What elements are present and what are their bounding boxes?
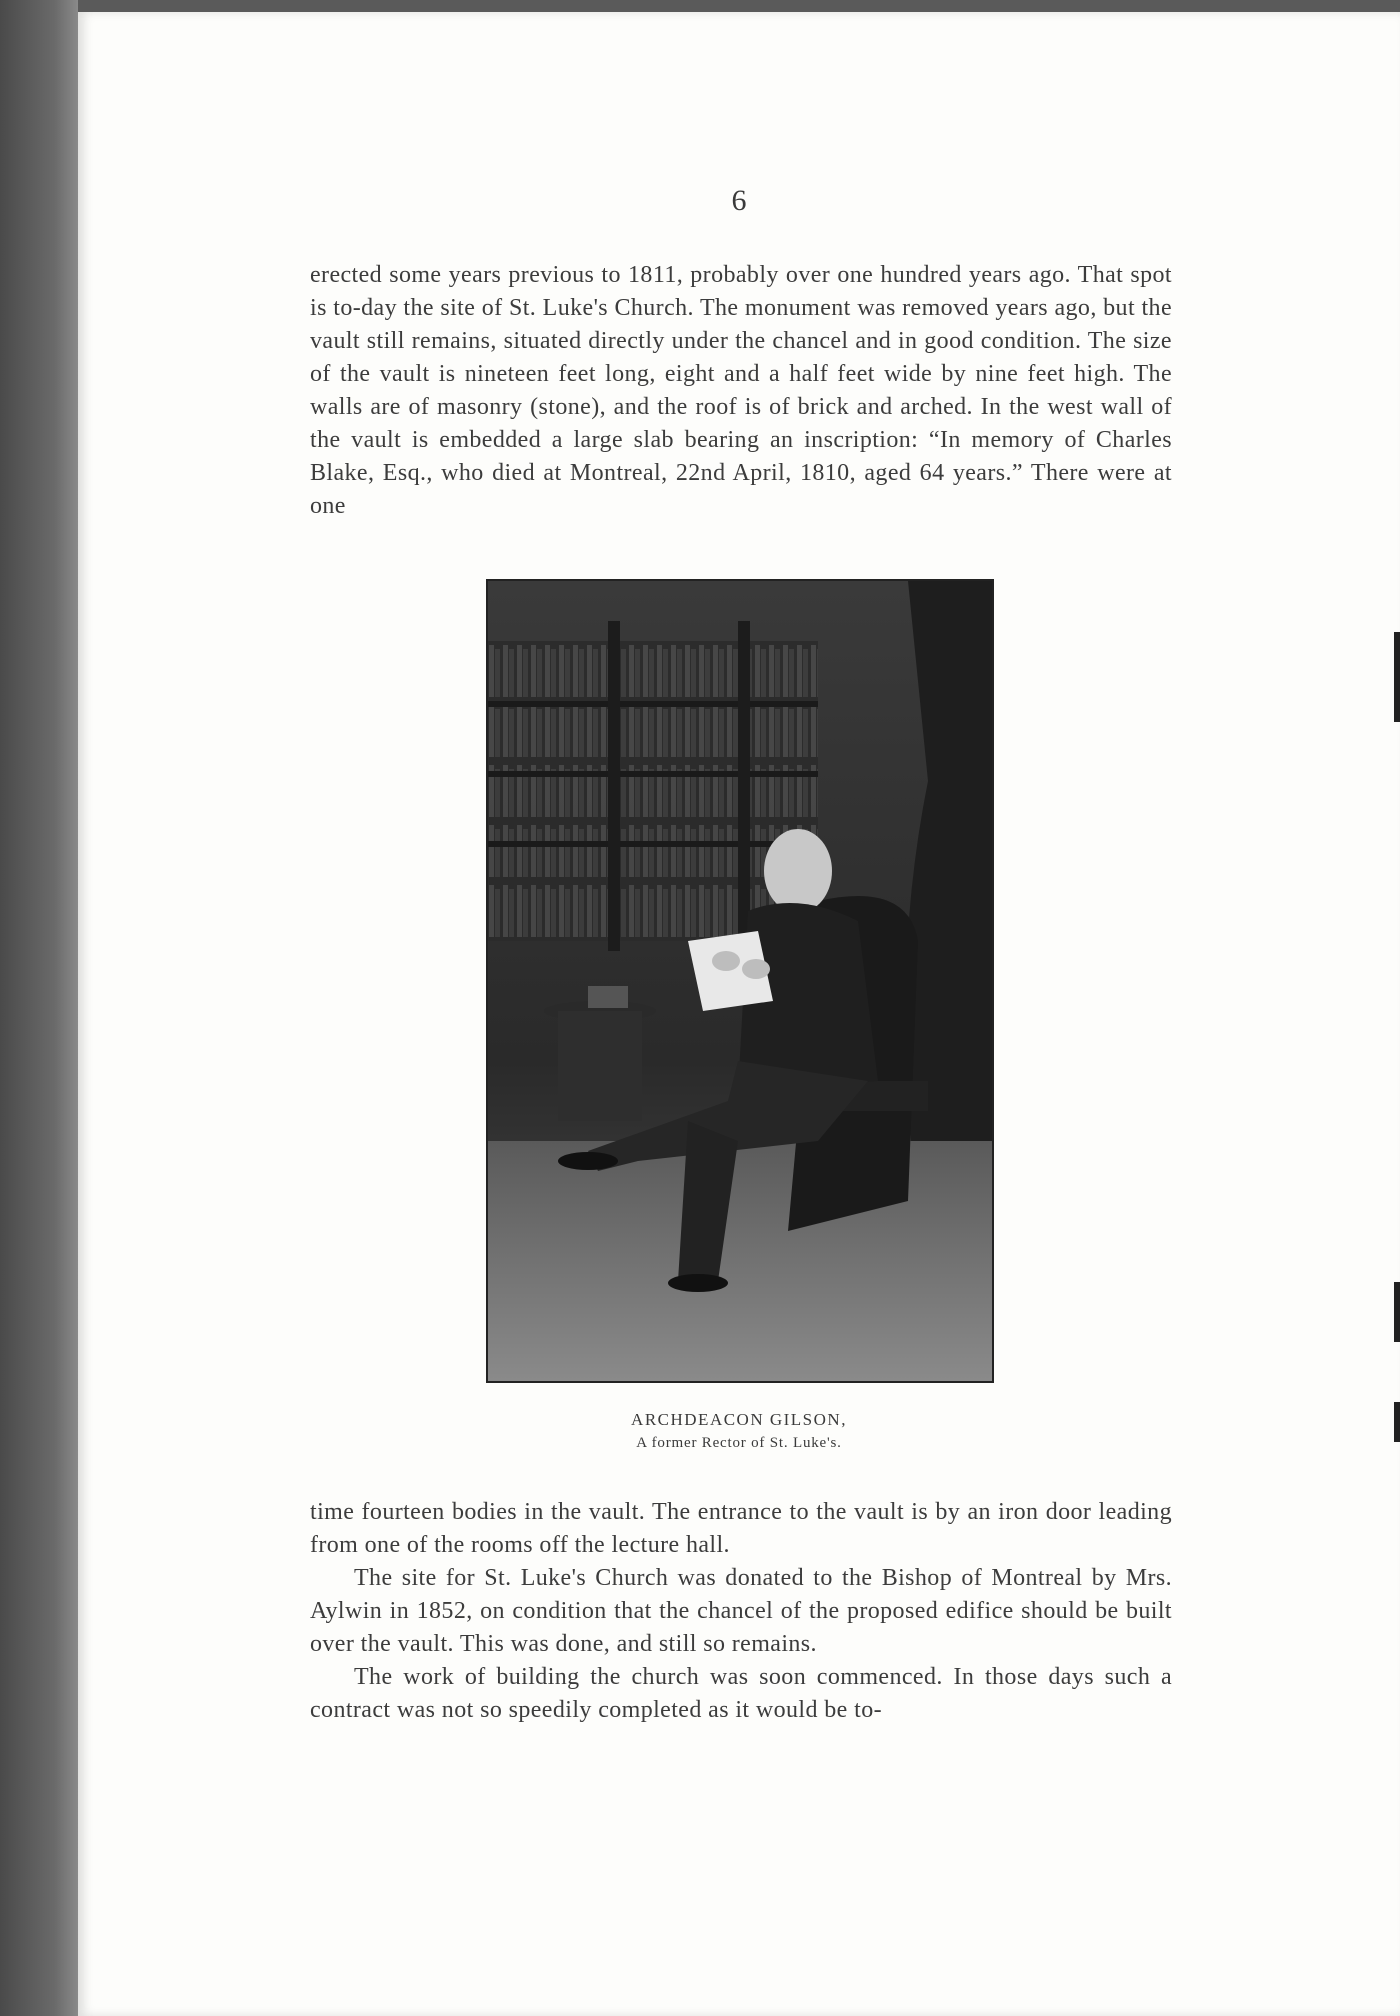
page-number: 6 bbox=[731, 184, 747, 217]
scan-edge-mark bbox=[1394, 1282, 1400, 1342]
paragraph: erected some years previous to 1811, probably over one hundred years ago. That spot is to-day the site of St. Luke's Church. The monument was removed years ago, but the vault still remains, situated directly under the chancel and in good condition. The size of the vault is nineteen feet long, eight and a half feet wide by nine feet high. The walls are of masonry (stone), and the roof is of brick and arched. In the west wall of the vault is embedded a large slab bearing an inscription: “In memory of Charles Blake, Esq., who died at Montreal, 22nd April, 1810, aged 64 years.” There were at one bbox=[310, 262, 1172, 519]
scan-edge-mark bbox=[1394, 632, 1400, 722]
book-page bbox=[78, 12, 1400, 2016]
scan-edge-mark bbox=[1394, 1402, 1400, 1442]
body-text-top bbox=[310, 259, 1172, 523]
portrait-photograph bbox=[486, 579, 994, 1383]
scan-left-edge bbox=[0, 0, 78, 2016]
body-text-bottom bbox=[310, 1496, 1172, 1727]
paragraph: The site for St. Luke's Church was donated to the Bishop of Montreal by Mrs. Aylwin in 1852, on condition that the chancel of the proposed edifice should be built over the vault. This was done, and still so remains. bbox=[310, 1565, 1172, 1657]
caption-title: ARCHDEACON GILSON, bbox=[631, 1410, 847, 1429]
caption-subtitle: A former Rector of St. Luke's. bbox=[636, 1435, 842, 1451]
paragraph: The work of building the church was soon commenced. In those days such a contract was not so speedily completed as it would be to- bbox=[310, 1664, 1172, 1723]
paragraph: time fourteen bodies in the vault. The entrance to the vault is by an iron door leading from one of the rooms off the lecture hall. bbox=[310, 1499, 1172, 1558]
photograph-image bbox=[488, 581, 992, 1381]
